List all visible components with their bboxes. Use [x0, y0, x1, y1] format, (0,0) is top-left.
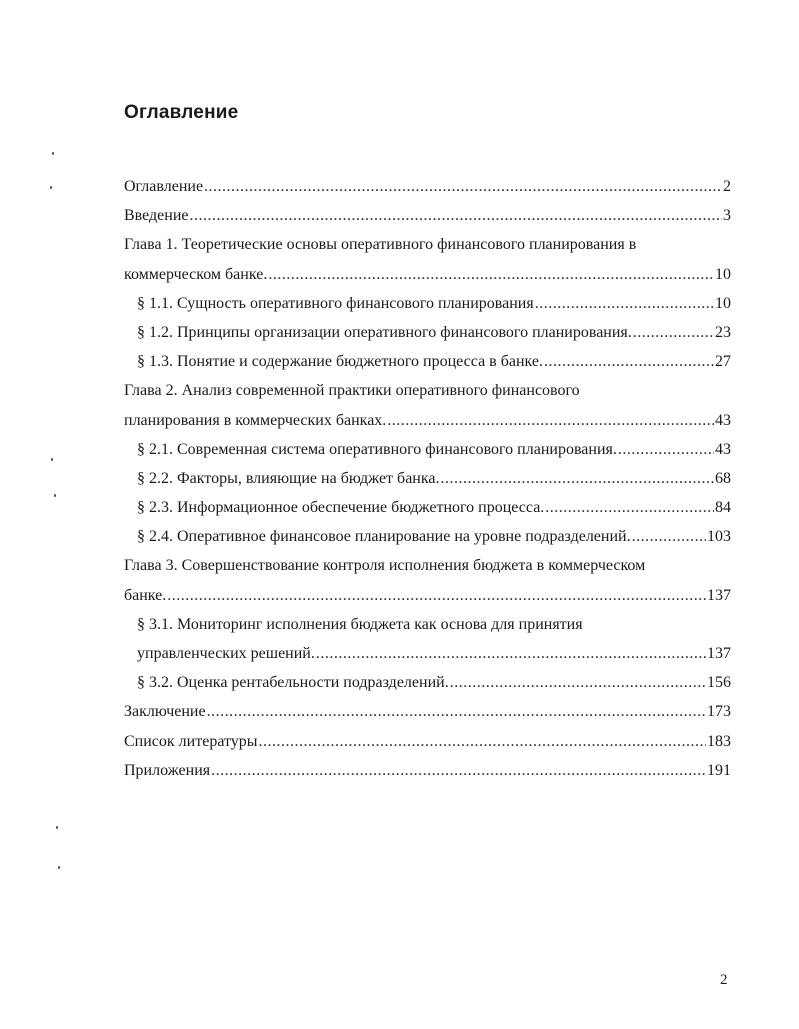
- toc-entry-text: Список литературы: [124, 732, 258, 750]
- toc-entry-page: 173: [707, 703, 731, 721]
- scan-speck: [58, 866, 60, 869]
- toc-entry-text: планирования в коммерческих банках.: [124, 411, 387, 429]
- toc-entry: [124, 201, 731, 230]
- toc-entry-text: § 2.3. Информационное обеспечение бюджетного процесса.: [137, 499, 545, 517]
- page-number: 2: [720, 972, 728, 988]
- toc-entry-page: 183: [707, 732, 731, 750]
- page-title: Оглавление: [124, 102, 239, 123]
- scan-speck: [56, 826, 58, 829]
- table-of-contents: [124, 172, 731, 785]
- toc-entry: [124, 639, 731, 668]
- dot-leader: [316, 639, 706, 668]
- dot-leader: [440, 464, 714, 493]
- toc-entry-text: § 1.2. Принципы организации оперативного финансового планирования.: [137, 323, 632, 341]
- toc-entry: [124, 668, 731, 697]
- scan-speck: [54, 494, 56, 497]
- dot-leader: [259, 727, 706, 756]
- dot-leader: [167, 581, 706, 610]
- toc-entry-page: 137: [707, 586, 731, 604]
- toc-entry-page: 191: [707, 761, 731, 779]
- toc-entry: [124, 347, 731, 376]
- dot-leader: [632, 522, 706, 551]
- toc-entry: [124, 581, 731, 610]
- toc-entry-page: 43: [715, 440, 731, 458]
- toc-entry-text: управленческих решений.: [137, 645, 315, 662]
- toc-entry-continued: [124, 610, 731, 639]
- scan-speck: [52, 152, 54, 155]
- toc-entry: [124, 406, 731, 435]
- toc-entry-text: § 1.1. Сущность оперативного финансового планирования: [137, 294, 534, 312]
- toc-entry-text: Глава 2. Анализ современной практики оперативного финансового: [124, 382, 580, 400]
- dot-leader: [268, 260, 714, 289]
- dot-leader: [387, 406, 714, 435]
- toc-entry: [124, 260, 731, 289]
- toc-entry-text: § 2.4. Оперативное финансовое планирование на уровне подразделений.: [137, 528, 631, 546]
- toc-entry-text: Глава 3. Совершенствование контроля исполнения бюджета в коммерческом: [124, 557, 646, 575]
- dot-leader: [618, 435, 714, 464]
- toc-entry-page: 2: [723, 178, 731, 195]
- toc-entry-text: коммерческом банке.: [124, 265, 268, 283]
- toc-entry-text: § 2.1. Современная система оперативного финансового планирования.: [137, 440, 617, 458]
- dot-leader: [544, 347, 714, 376]
- toc-entry: [124, 435, 731, 464]
- scan-speck: [51, 458, 53, 461]
- toc-entry: [124, 318, 731, 347]
- toc-entry: [124, 697, 731, 726]
- toc-entry-page: 103: [707, 528, 731, 546]
- dot-leader: [190, 201, 723, 230]
- toc-entry-page: 156: [707, 674, 731, 692]
- toc-entry-page: 3: [723, 207, 731, 225]
- toc-entry-continued: [124, 551, 731, 580]
- toc-entry-page: 137: [707, 645, 731, 662]
- dot-leader: [204, 172, 722, 201]
- toc-entry-text: Приложения: [124, 761, 211, 779]
- toc-entry-text: § 3.2. Оценка рентабельности подразделений.: [137, 674, 449, 692]
- dot-leader: [207, 697, 706, 726]
- dot-leader: [545, 493, 714, 522]
- toc-entry-text: Глава 1. Теоретические основы оперативного финансового планирования в: [124, 236, 637, 254]
- dot-leader: [211, 756, 706, 785]
- toc-entry-text: банке.: [124, 586, 167, 604]
- toc-entry-text: Введение: [124, 207, 189, 225]
- toc-entry-page: 27: [715, 353, 731, 371]
- toc-entry-page: 43: [715, 411, 731, 429]
- toc-entry-text: § 3.1. Мониторинг исполнения бюджета как основа для принятия: [137, 615, 583, 633]
- toc-entry: [124, 172, 731, 201]
- toc-entry: [124, 756, 731, 785]
- toc-entry-text: Заключение: [124, 703, 206, 721]
- dot-leader: [450, 668, 706, 697]
- toc-entry-page: 84: [715, 499, 731, 517]
- toc-entry-text: § 2.2. Факторы, влияющие на бюджет банка.: [137, 469, 440, 487]
- toc-entry: [124, 727, 731, 756]
- dot-leader: [633, 318, 714, 347]
- toc-entry-page: 10: [715, 265, 731, 283]
- toc-entry-page: 68: [715, 469, 731, 487]
- toc-entry-text: Оглавление: [124, 178, 204, 195]
- toc-entry-page: 10: [715, 294, 731, 312]
- toc-entry-continued: [124, 376, 731, 405]
- scan-speck: [50, 186, 52, 189]
- toc-entry-page: 23: [715, 323, 731, 341]
- toc-entry: [124, 464, 731, 493]
- dot-leader: [535, 289, 714, 318]
- toc-entry-text: § 1.3. Понятие и содержание бюджетного процесса в банке.: [137, 353, 544, 371]
- toc-entry: [124, 522, 731, 551]
- toc-entry: [124, 493, 731, 522]
- toc-entry: [124, 289, 731, 318]
- toc-entry-continued: [124, 230, 731, 259]
